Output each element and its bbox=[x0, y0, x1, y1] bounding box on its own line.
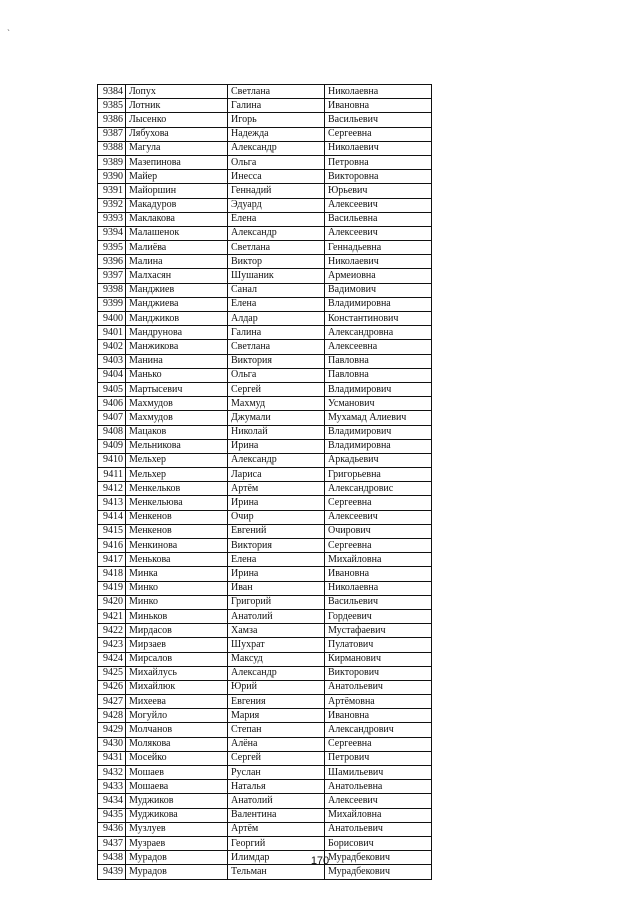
first-name-cell: Артём bbox=[228, 822, 325, 836]
table-row bbox=[98, 567, 432, 581]
first-name-cell: Илимдар bbox=[228, 851, 325, 865]
last-name-cell: Могуйло bbox=[126, 709, 228, 723]
first-name-cell: Светлана bbox=[228, 340, 325, 354]
first-name-cell: Ирина bbox=[228, 496, 325, 510]
patronymic-cell: Алексеевич bbox=[325, 794, 432, 808]
table-row bbox=[98, 113, 432, 127]
row-number-cell: 9390 bbox=[98, 170, 126, 184]
last-name-cell: Миньков bbox=[126, 609, 228, 623]
first-name-cell: Сергей bbox=[228, 382, 325, 396]
last-name-cell: Минко bbox=[126, 581, 228, 595]
last-name-cell: Мартысевич bbox=[126, 382, 228, 396]
table-row bbox=[98, 212, 432, 226]
patronymic-cell: Викторовна bbox=[325, 170, 432, 184]
table-row bbox=[98, 808, 432, 822]
patronymic-cell: Геннадьевна bbox=[325, 241, 432, 255]
first-name-cell: Инесса bbox=[228, 170, 325, 184]
first-name-cell: Григорий bbox=[228, 595, 325, 609]
first-name-cell: Махмуд bbox=[228, 397, 325, 411]
patronymic-cell: Мурадбекович bbox=[325, 865, 432, 879]
first-name-cell: Виктор bbox=[228, 255, 325, 269]
table-row bbox=[98, 453, 432, 467]
row-number-cell: 9425 bbox=[98, 666, 126, 680]
table-row bbox=[98, 836, 432, 850]
last-name-cell: Менкинова bbox=[126, 539, 228, 553]
row-number-cell: 9438 bbox=[98, 851, 126, 865]
table-row bbox=[98, 283, 432, 297]
patronymic-cell: Пулатович bbox=[325, 638, 432, 652]
table-row bbox=[98, 226, 432, 240]
last-name-cell: Лысенко bbox=[126, 113, 228, 127]
row-number-cell: 9427 bbox=[98, 695, 126, 709]
last-name-cell: Менкельюва bbox=[126, 496, 228, 510]
first-name-cell: Виктория bbox=[228, 539, 325, 553]
row-number-cell: 9391 bbox=[98, 184, 126, 198]
patronymic-cell: Николаевна bbox=[325, 85, 432, 99]
row-number-cell: 9406 bbox=[98, 397, 126, 411]
row-number-cell: 9431 bbox=[98, 751, 126, 765]
last-name-cell: Лопух bbox=[126, 85, 228, 99]
patronymic-cell: Викторович bbox=[325, 666, 432, 680]
first-name-cell: Алёна bbox=[228, 737, 325, 751]
row-number-cell: 9420 bbox=[98, 595, 126, 609]
row-number-cell: 9418 bbox=[98, 567, 126, 581]
first-name-cell: Лариса bbox=[228, 468, 325, 482]
last-name-cell: Мурадов bbox=[126, 865, 228, 879]
row-number-cell: 9416 bbox=[98, 539, 126, 553]
table-row bbox=[98, 312, 432, 326]
first-name-cell: Виктория bbox=[228, 354, 325, 368]
table-row bbox=[98, 99, 432, 113]
first-name-cell: Тельман bbox=[228, 865, 325, 879]
last-name-cell: Малхасян bbox=[126, 269, 228, 283]
first-name-cell: Геннадий bbox=[228, 184, 325, 198]
last-name-cell: Мирдасов bbox=[126, 624, 228, 638]
last-name-cell: Манджиева bbox=[126, 297, 228, 311]
table-row bbox=[98, 297, 432, 311]
patronymic-cell: Аркадьевич bbox=[325, 453, 432, 467]
last-name-cell: Менкельков bbox=[126, 482, 228, 496]
table-row bbox=[98, 751, 432, 765]
table-row bbox=[98, 85, 432, 99]
first-name-cell: Евгения bbox=[228, 695, 325, 709]
row-number-cell: 9405 bbox=[98, 382, 126, 396]
table-row bbox=[98, 127, 432, 141]
first-name-cell: Валентина bbox=[228, 808, 325, 822]
patronymic-cell: Ивановна bbox=[325, 567, 432, 581]
row-number-cell: 9387 bbox=[98, 127, 126, 141]
last-name-cell: Манина bbox=[126, 354, 228, 368]
last-name-cell: Лотник bbox=[126, 99, 228, 113]
first-name-cell: Игорь bbox=[228, 113, 325, 127]
first-name-cell: Ольга bbox=[228, 368, 325, 382]
row-number-cell: 9433 bbox=[98, 780, 126, 794]
table-row bbox=[98, 255, 432, 269]
last-name-cell: Мирсалов bbox=[126, 652, 228, 666]
table-row bbox=[98, 198, 432, 212]
row-number-cell: 9421 bbox=[98, 609, 126, 623]
last-name-cell: Мурадов bbox=[126, 851, 228, 865]
row-number-cell: 9407 bbox=[98, 411, 126, 425]
table-row bbox=[98, 666, 432, 680]
row-number-cell: 9439 bbox=[98, 865, 126, 879]
last-name-cell: Мошаева bbox=[126, 780, 228, 794]
last-name-cell: Малиёва bbox=[126, 241, 228, 255]
table-row bbox=[98, 794, 432, 808]
first-name-cell: Александр bbox=[228, 141, 325, 155]
row-number-cell: 9399 bbox=[98, 297, 126, 311]
table-row bbox=[98, 354, 432, 368]
last-name-cell: Менькова bbox=[126, 553, 228, 567]
patronymic-cell: Алексеевич bbox=[325, 198, 432, 212]
first-name-cell: Александр bbox=[228, 666, 325, 680]
first-name-cell: Георгий bbox=[228, 836, 325, 850]
first-name-cell: Мария bbox=[228, 709, 325, 723]
patronymic-cell: Алексеевич bbox=[325, 510, 432, 524]
row-number-cell: 9422 bbox=[98, 624, 126, 638]
last-name-cell: Манжикова bbox=[126, 340, 228, 354]
patronymic-cell: Сергеевна bbox=[325, 127, 432, 141]
patronymic-cell: Шамильевич bbox=[325, 766, 432, 780]
last-name-cell: Махмудов bbox=[126, 397, 228, 411]
last-name-cell: Муджикова bbox=[126, 808, 228, 822]
patronymic-cell: Мухамад Алиевич bbox=[325, 411, 432, 425]
patronymic-cell: Борисович bbox=[325, 836, 432, 850]
first-name-cell: Степан bbox=[228, 723, 325, 737]
table-row bbox=[98, 709, 432, 723]
last-name-cell: Макадуров bbox=[126, 198, 228, 212]
table-row bbox=[98, 553, 432, 567]
row-number-cell: 9413 bbox=[98, 496, 126, 510]
row-number-cell: 9411 bbox=[98, 468, 126, 482]
row-number-cell: 9424 bbox=[98, 652, 126, 666]
patronymic-cell: Владимирович bbox=[325, 425, 432, 439]
table-row bbox=[98, 595, 432, 609]
row-number-cell: 9435 bbox=[98, 808, 126, 822]
first-name-cell: Ирина bbox=[228, 439, 325, 453]
table-row bbox=[98, 439, 432, 453]
first-name-cell: Николай bbox=[228, 425, 325, 439]
row-number-cell: 9437 bbox=[98, 836, 126, 850]
first-name-cell: Галина bbox=[228, 99, 325, 113]
row-number-cell: 9417 bbox=[98, 553, 126, 567]
first-name-cell: Алдар bbox=[228, 312, 325, 326]
table-row bbox=[98, 510, 432, 524]
patronymic-cell: Александрович bbox=[325, 723, 432, 737]
table-row bbox=[98, 780, 432, 794]
last-name-cell: Менкенов bbox=[126, 524, 228, 538]
patronymic-cell: Павловна bbox=[325, 354, 432, 368]
table-row bbox=[98, 425, 432, 439]
last-name-cell: Менкенов bbox=[126, 510, 228, 524]
patronymic-cell: Кирманович bbox=[325, 652, 432, 666]
last-name-cell: Манько bbox=[126, 368, 228, 382]
patronymic-cell: Александровна bbox=[325, 326, 432, 340]
last-name-cell: Минко bbox=[126, 595, 228, 609]
table-row bbox=[98, 269, 432, 283]
patronymic-cell: Армеиовна bbox=[325, 269, 432, 283]
last-name-cell: Музлуев bbox=[126, 822, 228, 836]
first-name-cell: Елена bbox=[228, 212, 325, 226]
row-number-cell: 9410 bbox=[98, 453, 126, 467]
first-name-cell: Сергей bbox=[228, 751, 325, 765]
table-row bbox=[98, 141, 432, 155]
table-row bbox=[98, 468, 432, 482]
patronymic-cell: Васильевна bbox=[325, 212, 432, 226]
first-name-cell: Ольга bbox=[228, 155, 325, 169]
patronymic-cell: Сергеевна bbox=[325, 539, 432, 553]
row-number-cell: 9414 bbox=[98, 510, 126, 524]
table-row bbox=[98, 411, 432, 425]
last-name-cell: Магула bbox=[126, 141, 228, 155]
first-name-cell: Шухрат bbox=[228, 638, 325, 652]
patronymic-cell: Гордеевич bbox=[325, 609, 432, 623]
first-name-cell: Светлана bbox=[228, 85, 325, 99]
table-row bbox=[98, 524, 432, 538]
stray-mark: ` bbox=[7, 28, 10, 38]
table-row bbox=[98, 155, 432, 169]
last-name-cell: Мирзаев bbox=[126, 638, 228, 652]
row-number-cell: 9419 bbox=[98, 581, 126, 595]
patronymic-cell: Михайловна bbox=[325, 553, 432, 567]
table-row bbox=[98, 368, 432, 382]
patronymic-cell: Анатольевна bbox=[325, 780, 432, 794]
first-name-cell: Очир bbox=[228, 510, 325, 524]
row-number-cell: 9389 bbox=[98, 155, 126, 169]
patronymic-cell: Мустафаевич bbox=[325, 624, 432, 638]
patronymic-cell: Анатольевич bbox=[325, 680, 432, 694]
first-name-cell: Санал bbox=[228, 283, 325, 297]
last-name-cell: Мельхер bbox=[126, 468, 228, 482]
patronymic-cell: Юрьевич bbox=[325, 184, 432, 198]
first-name-cell: Джумали bbox=[228, 411, 325, 425]
table-row bbox=[98, 581, 432, 595]
row-number-cell: 9428 bbox=[98, 709, 126, 723]
first-name-cell: Хамза bbox=[228, 624, 325, 638]
table-row bbox=[98, 652, 432, 666]
first-name-cell: Александр bbox=[228, 226, 325, 240]
last-name-cell: Мазепинова bbox=[126, 155, 228, 169]
patronymic-cell: Ивановна bbox=[325, 99, 432, 113]
names-table bbox=[97, 84, 432, 880]
patronymic-cell: Михайловна bbox=[325, 808, 432, 822]
names-table-container bbox=[97, 84, 432, 880]
row-number-cell: 9436 bbox=[98, 822, 126, 836]
row-number-cell: 9408 bbox=[98, 425, 126, 439]
row-number-cell: 9409 bbox=[98, 439, 126, 453]
table-row bbox=[98, 695, 432, 709]
first-name-cell: Анатолий bbox=[228, 794, 325, 808]
row-number-cell: 9430 bbox=[98, 737, 126, 751]
patronymic-cell: Васильевич bbox=[325, 595, 432, 609]
patronymic-cell: Артёмовна bbox=[325, 695, 432, 709]
first-name-cell: Юрий bbox=[228, 680, 325, 694]
patronymic-cell: Александровис bbox=[325, 482, 432, 496]
row-number-cell: 9426 bbox=[98, 680, 126, 694]
row-number-cell: 9392 bbox=[98, 198, 126, 212]
table-row bbox=[98, 624, 432, 638]
last-name-cell: Музраев bbox=[126, 836, 228, 850]
patronymic-cell: Сергеевна bbox=[325, 737, 432, 751]
patronymic-cell: Алексеевна bbox=[325, 340, 432, 354]
last-name-cell: Малина bbox=[126, 255, 228, 269]
table-row bbox=[98, 680, 432, 694]
first-name-cell: Наталья bbox=[228, 780, 325, 794]
row-number-cell: 9412 bbox=[98, 482, 126, 496]
table-row bbox=[98, 539, 432, 553]
row-number-cell: 9396 bbox=[98, 255, 126, 269]
page-number: 170 bbox=[310, 855, 330, 867]
first-name-cell: Максуд bbox=[228, 652, 325, 666]
row-number-cell: 9404 bbox=[98, 368, 126, 382]
row-number-cell: 9384 bbox=[98, 85, 126, 99]
patronymic-cell: Петрович bbox=[325, 751, 432, 765]
table-row bbox=[98, 241, 432, 255]
patronymic-cell: Григорьевна bbox=[325, 468, 432, 482]
table-row bbox=[98, 822, 432, 836]
patronymic-cell: Николаевна bbox=[325, 581, 432, 595]
first-name-cell: Елена bbox=[228, 297, 325, 311]
last-name-cell: Мошаев bbox=[126, 766, 228, 780]
last-name-cell: Майоршин bbox=[126, 184, 228, 198]
patronymic-cell: Петровна bbox=[325, 155, 432, 169]
row-number-cell: 9393 bbox=[98, 212, 126, 226]
table-row bbox=[98, 766, 432, 780]
patronymic-cell: Васильевич bbox=[325, 113, 432, 127]
row-number-cell: 9395 bbox=[98, 241, 126, 255]
first-name-cell: Светлана bbox=[228, 241, 325, 255]
first-name-cell: Эдуард bbox=[228, 198, 325, 212]
table-row bbox=[98, 382, 432, 396]
patronymic-cell: Владимировна bbox=[325, 297, 432, 311]
patronymic-cell: Вадимович bbox=[325, 283, 432, 297]
last-name-cell: Муджиков bbox=[126, 794, 228, 808]
last-name-cell: Мельхер bbox=[126, 453, 228, 467]
last-name-cell: Молчанов bbox=[126, 723, 228, 737]
row-number-cell: 9402 bbox=[98, 340, 126, 354]
last-name-cell: Лябухова bbox=[126, 127, 228, 141]
table-row bbox=[98, 638, 432, 652]
patronymic-cell: Владимировна bbox=[325, 439, 432, 453]
last-name-cell: Манджиев bbox=[126, 283, 228, 297]
last-name-cell: Молякова bbox=[126, 737, 228, 751]
patronymic-cell: Мурадбекович bbox=[325, 851, 432, 865]
row-number-cell: 9385 bbox=[98, 99, 126, 113]
last-name-cell: Маклакова bbox=[126, 212, 228, 226]
row-number-cell: 9401 bbox=[98, 326, 126, 340]
table-row bbox=[98, 397, 432, 411]
table-row bbox=[98, 326, 432, 340]
patronymic-cell: Константинович bbox=[325, 312, 432, 326]
patronymic-cell: Николаевич bbox=[325, 255, 432, 269]
first-name-cell: Анатолий bbox=[228, 609, 325, 623]
last-name-cell: Малашенок bbox=[126, 226, 228, 240]
row-number-cell: 9403 bbox=[98, 354, 126, 368]
last-name-cell: Михайлусь bbox=[126, 666, 228, 680]
row-number-cell: 9415 bbox=[98, 524, 126, 538]
row-number-cell: 9434 bbox=[98, 794, 126, 808]
row-number-cell: 9388 bbox=[98, 141, 126, 155]
patronymic-cell: Анатольевич bbox=[325, 822, 432, 836]
last-name-cell: Михеева bbox=[126, 695, 228, 709]
last-name-cell: Майер bbox=[126, 170, 228, 184]
row-number-cell: 9400 bbox=[98, 312, 126, 326]
table-row bbox=[98, 184, 432, 198]
table-row bbox=[98, 723, 432, 737]
table-row bbox=[98, 482, 432, 496]
first-name-cell: Евгений bbox=[228, 524, 325, 538]
row-number-cell: 9398 bbox=[98, 283, 126, 297]
last-name-cell: Махмудов bbox=[126, 411, 228, 425]
table-row bbox=[98, 609, 432, 623]
last-name-cell: Мацаков bbox=[126, 425, 228, 439]
patronymic-cell: Павловна bbox=[325, 368, 432, 382]
names-table-body bbox=[98, 85, 432, 880]
patronymic-cell: Николаевич bbox=[325, 141, 432, 155]
first-name-cell: Александр bbox=[228, 453, 325, 467]
last-name-cell: Мосейко bbox=[126, 751, 228, 765]
last-name-cell: Михайлюк bbox=[126, 680, 228, 694]
row-number-cell: 9429 bbox=[98, 723, 126, 737]
row-number-cell: 9386 bbox=[98, 113, 126, 127]
patronymic-cell: Сергеевна bbox=[325, 496, 432, 510]
first-name-cell: Ирина bbox=[228, 567, 325, 581]
last-name-cell: Манджиков bbox=[126, 312, 228, 326]
last-name-cell: Мандрунова bbox=[126, 326, 228, 340]
table-row bbox=[98, 170, 432, 184]
row-number-cell: 9394 bbox=[98, 226, 126, 240]
table-row bbox=[98, 496, 432, 510]
first-name-cell: Галина bbox=[228, 326, 325, 340]
patronymic-cell: Владимирович bbox=[325, 382, 432, 396]
patronymic-cell: Усманович bbox=[325, 397, 432, 411]
row-number-cell: 9432 bbox=[98, 766, 126, 780]
first-name-cell: Руслан bbox=[228, 766, 325, 780]
patronymic-cell: Ивановна bbox=[325, 709, 432, 723]
first-name-cell: Иван bbox=[228, 581, 325, 595]
first-name-cell: Надежда bbox=[228, 127, 325, 141]
first-name-cell: Артём bbox=[228, 482, 325, 496]
patronymic-cell: Алексеевич bbox=[325, 226, 432, 240]
table-row bbox=[98, 737, 432, 751]
table-row bbox=[98, 340, 432, 354]
last-name-cell: Минка bbox=[126, 567, 228, 581]
first-name-cell: Елена bbox=[228, 553, 325, 567]
patronymic-cell: Очирович bbox=[325, 524, 432, 538]
row-number-cell: 9397 bbox=[98, 269, 126, 283]
first-name-cell: Шушаник bbox=[228, 269, 325, 283]
last-name-cell: Мельникова bbox=[126, 439, 228, 453]
row-number-cell: 9423 bbox=[98, 638, 126, 652]
